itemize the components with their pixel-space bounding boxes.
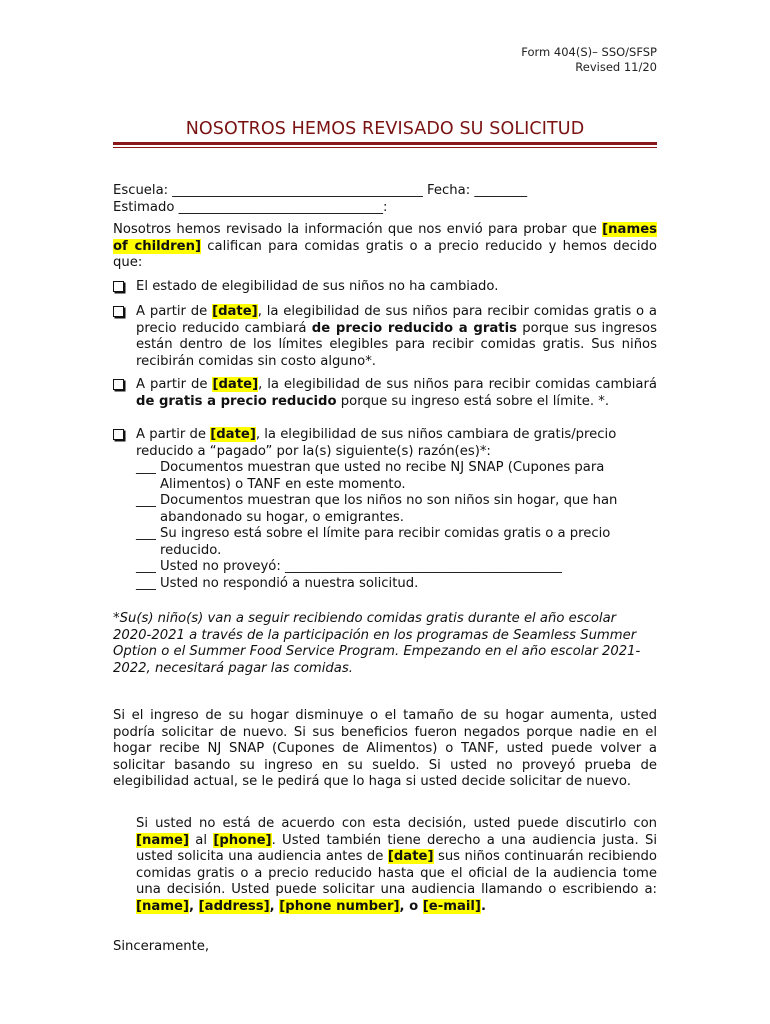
option-no-change [113, 279, 657, 296]
appeal-paragraph [136, 816, 657, 915]
checkbox-icon[interactable] [113, 306, 124, 317]
appeal-text: sus niños continuarán recibiendo comidas gratis o a precio reducido hasta que el oficial de la audiencia tome una decisión. Usted puede solicitar una audiencia llamando o escribiendo a: [136, 849, 657, 897]
reason-line: ___ Su ingreso está sobre el límite para recibir comidas gratis o a precio [136, 526, 611, 541]
phone-placeholder: [phone] [213, 832, 272, 848]
option-text: A partir de [136, 377, 213, 392]
reason-line-cont: Alimentos) o TANF en este momento. [160, 476, 406, 492]
option-to-free [113, 304, 657, 370]
address-placeholder: [address] [198, 898, 270, 914]
date-placeholder: [date] [210, 427, 256, 442]
appeal-text: Si usted no está de acuerdo con esta decisión, usted puede discutirlo con [136, 816, 657, 831]
appeal-text: al [189, 832, 214, 848]
option-to-paid [113, 427, 657, 592]
intro-text-1: Nosotros hemos revisado la información que nos envió para probar que [113, 222, 603, 237]
option-text: porque sus ingresos están dentro de los límites elegibles para recibir comidas gratis. Sus niños recibirán comidas sin costo alguno*. [136, 320, 657, 369]
date-placeholder: [date] [212, 304, 258, 319]
option-emphasis: de gratis a precio reducido [136, 393, 337, 409]
phone-number-placeholder: [phone number] [279, 898, 400, 914]
date-placeholder: [date] [212, 377, 259, 392]
option-text: , la elegibilidad de sus niños cambiara de gratis/precio reducido a “pagado” por la(s) siguiente(s) razón(es)*: [136, 427, 617, 459]
title-divider-thin [113, 147, 657, 148]
reapply-paragraph: Si el ingreso de su hogar disminuye o el tamaño de su hogar aumenta, usted podría solicitar de nuevo. Si sus beneficios fueron negados porque nadie en el hogar recibe NJ SNAP (Cupones de Alimentos) o TANF, usted puede volver a solicitar basando su ingreso en su sueldo. Si usted no proveyó prueba de elegibilidad actual, se le pedirá que lo haga si usted decide solicitar de nuevo. [113, 708, 657, 789]
reason-item [136, 559, 657, 576]
reason-line-cont: reducido. [160, 542, 222, 558]
salutation-line: Estimado _______________________________: [113, 199, 388, 215]
option-text: , la elegibilidad de sus niños para recibir comidas gratis o a precio reducido cambiará [136, 304, 657, 336]
form-identifier [521, 45, 657, 75]
reason-item [136, 576, 657, 593]
appeal-end: . [480, 898, 486, 914]
footnote: *Su(s) niño(s) van a seguir recibiendo comidas gratis durante el año escolar 2020-2021 a través de la participación en los programas de Seamless Summer Option o el Summer Food Service Program. Empezando en el año escolar 2021-2022, necesitará pagar las comidas. [113, 611, 641, 676]
reason-item [136, 493, 657, 526]
school-date-line: Escuela: ______________________________________ Fecha: ________ [113, 183, 528, 198]
reason-line: ___ Usted no respondió a nuestra solicitud. [136, 575, 419, 591]
appeal-sep: , o [399, 898, 423, 914]
reason-line: ___ Usted no proveyó: __________________________________________ [136, 559, 562, 574]
date-placeholder: [date] [387, 849, 434, 864]
appeal-sep: , [269, 898, 280, 914]
appeal-sep: , [189, 898, 199, 914]
form-revision: Revised 11/20 [575, 60, 657, 74]
option-text: A partir de [136, 427, 211, 442]
option-text: , la elegibilidad de sus niños para recibir comidas cambiará [258, 377, 657, 392]
reason-item [136, 460, 657, 493]
reasons-list [136, 460, 657, 592]
option-text: porque su ingreso está sobre el límite. *. [336, 393, 610, 409]
page-title: NOSOTROS HEMOS REVISADO SU SOLICITUD [185, 119, 585, 139]
reason-line: ___ Documentos muestran que usted no recibe NJ SNAP (Cupones para [136, 460, 605, 475]
option-no-change-text: El estado de elegibilidad de sus niños no ha cambiado. [136, 279, 499, 294]
closing: Sinceramente, [113, 939, 210, 954]
checkbox-icon[interactable] [113, 429, 124, 440]
appeal-text: . Usted también tiene derecho a una audiencia justa. Si usted solicita una audiencia antes de [136, 832, 657, 864]
option-to-reduced [113, 377, 657, 410]
option-text: A partir de [136, 304, 213, 319]
email-placeholder: [e-mail] [422, 898, 481, 914]
reason-line: ___ Documentos muestran que los niños no son niños sin hogar, que han [136, 493, 618, 508]
reason-item [136, 526, 657, 559]
checkbox-icon[interactable] [113, 281, 124, 292]
names-placeholder: [names of children] [113, 222, 657, 254]
form-number: Form 404(S)– SSO/SFSP [521, 45, 657, 59]
name-placeholder: [name] [136, 898, 190, 914]
checkbox-icon[interactable] [113, 379, 124, 390]
intro-paragraph [113, 222, 657, 272]
header-fields [113, 183, 657, 216]
option-emphasis: de precio reducido a gratis [311, 320, 517, 336]
intro-text-2: califican para comidas gratis o a precio reducido y hemos decido que: [113, 238, 657, 270]
name-placeholder: [name] [136, 832, 190, 848]
reason-line-cont: abandonado su hogar, o emigrantes. [160, 509, 404, 525]
title-divider [113, 142, 657, 145]
